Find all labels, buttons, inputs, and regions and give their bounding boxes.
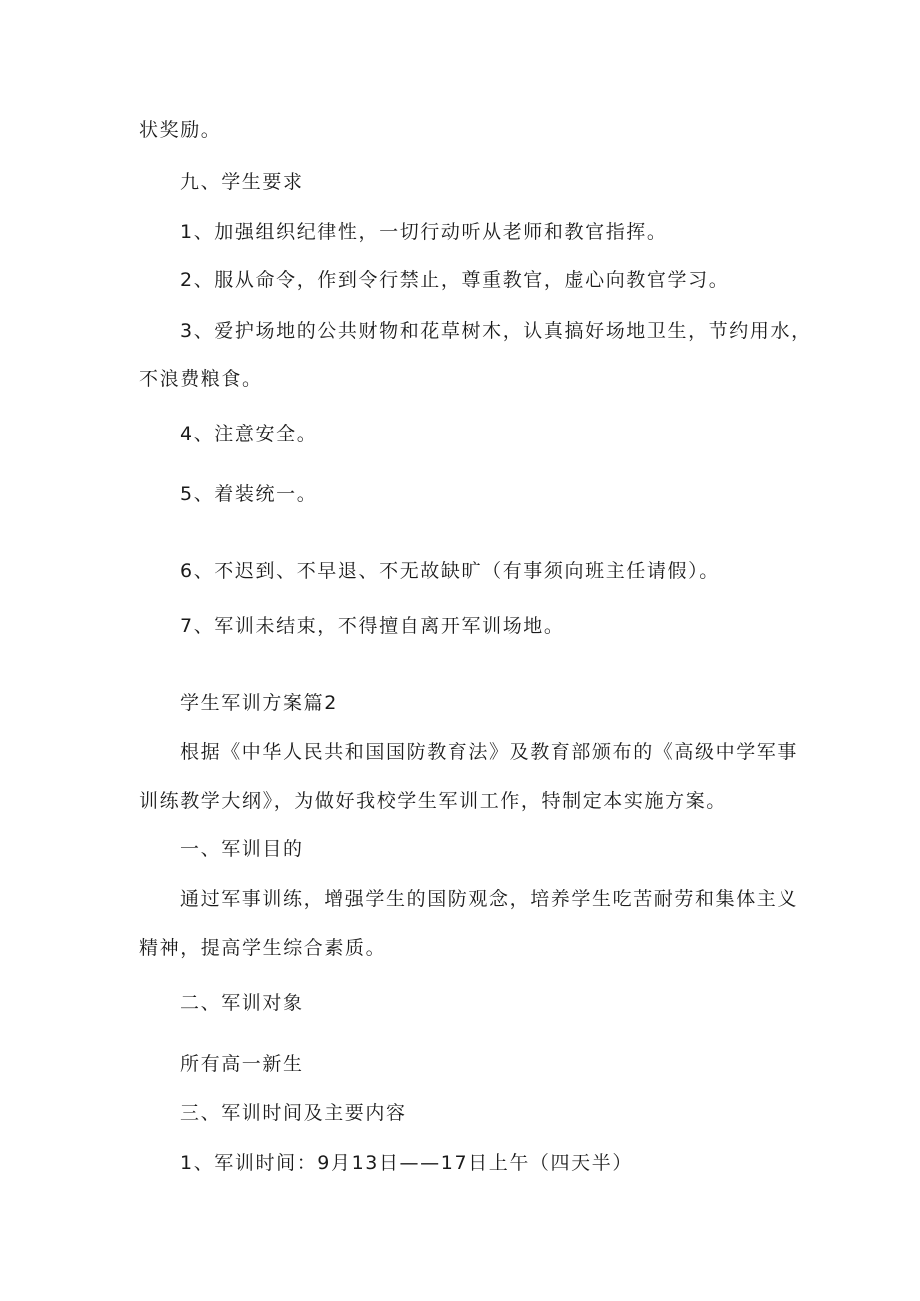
- list-item: 6、不迟到、不早退、不无故缺旷（有事须向班主任请假）。: [180, 560, 720, 582]
- list-item: 1、加强组织纪律性，一切行动听从老师和教官指挥。: [180, 221, 668, 243]
- list-item: 2、服从命令，作到令行禁止，尊重教官，虚心向教官学习。: [180, 269, 730, 291]
- section-heading-student-requirements: 九、学生要求: [180, 171, 304, 193]
- paragraph-continuation: 训练教学大纲》，为做好我校学生军训工作，特制定本实施方案。: [139, 790, 727, 812]
- section-heading-purpose: 一、军训目的: [180, 838, 304, 860]
- article-title: 学生军训方案篇2: [180, 692, 338, 714]
- list-item: 5、着装统一。: [180, 483, 318, 505]
- section-heading-time-content: 三、军训时间及主要内容: [180, 1102, 407, 1124]
- paragraph-continuation: 精神，提高学生综合素质。: [139, 937, 387, 959]
- list-item: 1、军训时间：9月13日——17日上午（四天半）: [180, 1152, 633, 1174]
- list-item: 3、爱护场地的公共财物和花草树木，认真搞好场地卫生，节约用水，: [180, 320, 812, 342]
- list-item-continuation: 不浪费粮食。: [139, 368, 263, 390]
- section-heading-target: 二、军训对象: [180, 992, 304, 1014]
- list-item: 7、军训未结束，不得擅自离开军训场地。: [180, 615, 565, 637]
- paragraph: 所有高一新生: [180, 1053, 304, 1075]
- paragraph-continuation: 状奖励。: [139, 119, 222, 141]
- paragraph: 根据《中华人民共和国国防教育法》及教育部颁布的《高级中学军事: [180, 741, 799, 763]
- list-item: 4、注意安全。: [180, 423, 318, 445]
- paragraph: 通过军事训练，增强学生的国防观念，培养学生吃苦耐劳和集体主义: [180, 888, 799, 910]
